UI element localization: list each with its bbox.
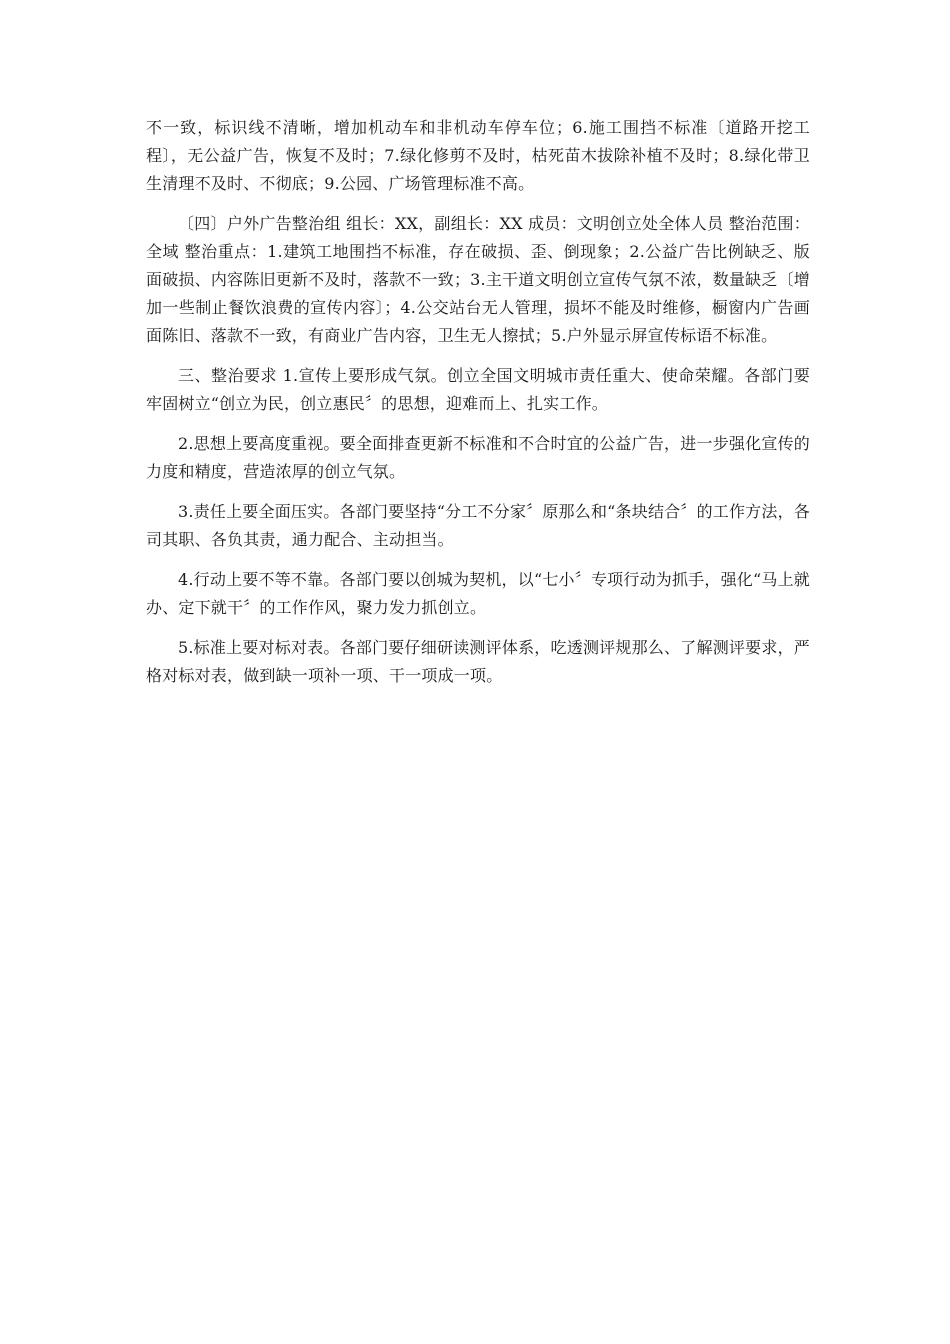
document-body (146, 114, 810, 702)
paragraph-requirement-2: 2.思想上要高度重视。要全面排查更新不标准和不合时宜的公益广告，进一步强化宣传的力度和精度，营造浓厚的创立气氛。 (146, 434, 810, 481)
paragraph-requirements-heading: 三、整治要求 1.宣传上要形成气氛。创立全国文明城市责任重大、使命荣耀。各部门要牢固树立“创立为民，创立惠民〞的思想，迎难而上、扎实工作。 (146, 366, 810, 413)
paragraph-requirement-4: 4.行动上要不等不靠。各部门要以创城为契机，以“七小〞专项行动为抓手，强化“马上就办、定下就干〞的工作作风，聚力发力抓创立。 (146, 570, 810, 617)
paragraph-requirement-3: 3.责任上要全面压实。各部门要坚持“分工不分家〞原那么和“条块结合〞的工作方法，各司其职、各负其责，通力配合、主动担当。 (146, 502, 810, 549)
paragraph-requirement-5: 5.标准上要对标对表。各部门要仔细研读测评体系，吃透测评规那么、了解测评要求，严格对标对表，做到缺一项补一项、干一项成一项。 (146, 638, 810, 685)
paragraph-outdoor-ads-group: 〔四〕户外广告整治组 组长：XX，副组长：XX 成员：文明创立处全体人员 整治范围：全域 整治重点：1.建筑工地围挡不标准，存在破损、歪、倒现象；2.公益广告比例缺乏、版面破损、内容陈旧更新不及时，落款不一致；3.主干道文明创立宣传气氛不浓，数量缺乏〔增加一些制止餐饮浪费的宣传内容〕；4.公交站台无人管理，损坏不能及时维修，橱窗内广告画面陈旧、落款不一致，有商业广告内容，卫生无人擦拭；5.户外显示屏宣传标语不标准。 (146, 214, 810, 345)
paragraph-continuation: 不一致，标识线不清晰，增加机动车和非机动车停车位；6.施工围挡不标准〔道路开挖工程〕，无公益广告，恢复不及时；7.绿化修剪不及时，枯死苗木拔除补植不及时；8.绿化带卫生清理不及时、不彻底；9.公园、广场管理标准不高。 (146, 118, 810, 193)
